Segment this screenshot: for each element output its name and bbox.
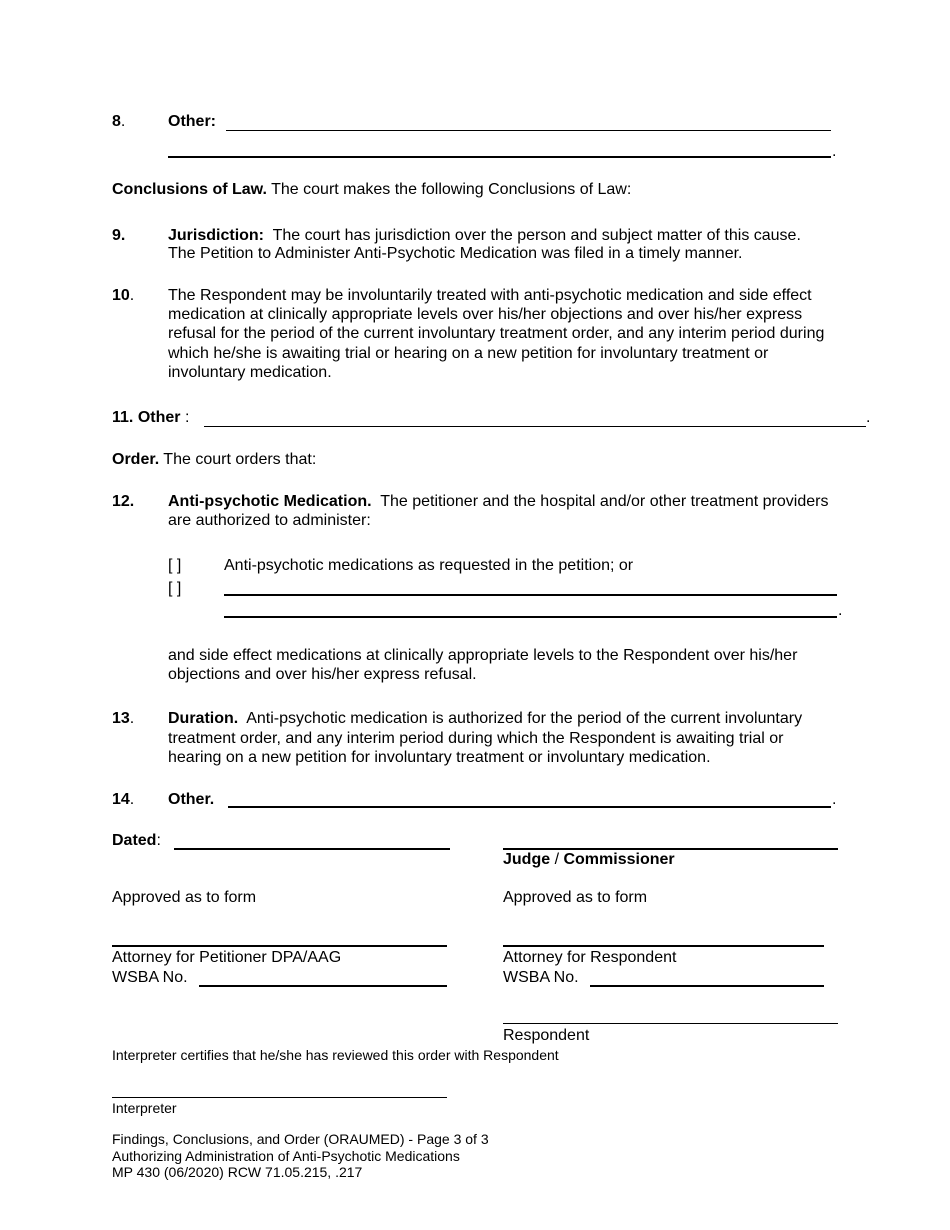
item-14-blank-line[interactable] bbox=[228, 806, 831, 808]
item-11-label: Other bbox=[137, 409, 181, 426]
item-10-line-3: refusal for the period of the current involuntary treatment order, and any interim period during bbox=[168, 325, 825, 342]
conclusions-heading: Conclusions of Law. bbox=[112, 181, 267, 198]
item-8-blank-line-1[interactable] bbox=[226, 130, 831, 131]
order-text: The court orders that: bbox=[163, 451, 317, 468]
attorney-respondent-label: Attorney for Respondent bbox=[503, 949, 677, 966]
order-heading-row bbox=[112, 450, 316, 470]
respondent-signature-line[interactable] bbox=[503, 1023, 838, 1024]
wsba-right-label: WSBA No. bbox=[503, 969, 579, 986]
option-2-blank-line-2[interactable] bbox=[224, 616, 837, 618]
item-14-label: Other. bbox=[168, 791, 215, 808]
judge-commissioner-label bbox=[503, 850, 675, 870]
attorney-petitioner-label: Attorney for Petitioner DPA/AAG bbox=[112, 949, 342, 966]
item-13-text-1: Anti-psychotic medication is authorized for the period of the current involuntary bbox=[246, 710, 803, 727]
item-13-line-2: treatment order, and any interim period during which the Respondent is awaiting trial or bbox=[168, 730, 784, 747]
item-8-label: Other: bbox=[168, 113, 216, 130]
respondent-label: Respondent bbox=[503, 1027, 590, 1044]
item-13-line-3: hearing on a new petition for involuntary treatment or involuntary medication. bbox=[168, 749, 711, 766]
interpreter-label: Interpreter bbox=[112, 1100, 177, 1116]
commissioner-label: Commissioner bbox=[563, 851, 675, 868]
wsba-left-blank-line[interactable] bbox=[199, 985, 447, 987]
item-10-number: 10. bbox=[112, 287, 135, 304]
item-9-text-1: The court has jurisdiction over the person and subject matter of this cause. bbox=[272, 227, 801, 244]
interpreter-certification: Interpreter certifies that he/she has reviewed this order with Respondent bbox=[112, 1047, 559, 1063]
item-8-number: 8. bbox=[112, 113, 126, 130]
period: . bbox=[838, 602, 843, 619]
item-9-line-1 bbox=[168, 226, 801, 246]
item-13-label: Duration. bbox=[168, 710, 239, 727]
item-12-label: Anti-psychotic Medication. bbox=[168, 493, 372, 510]
dated-label: Dated: bbox=[112, 832, 161, 849]
conclusions-text: The court makes the following Conclusions of Law: bbox=[271, 181, 632, 198]
judge-separator: / bbox=[550, 851, 564, 868]
order-heading: Order. bbox=[112, 451, 160, 468]
option-1-text: Anti-psychotic medications as requested in the petition; or bbox=[224, 557, 634, 574]
period: . bbox=[866, 409, 871, 426]
item-10-line-2: medication at clinically appropriate levels over his/her objections and over his/her express bbox=[168, 306, 803, 323]
conclusions-heading-row bbox=[112, 180, 631, 200]
respondent-attorney-signature-line[interactable] bbox=[503, 945, 824, 947]
period: . bbox=[832, 143, 837, 160]
approved-left: Approved as to form bbox=[112, 889, 257, 906]
item-9-line-2: The Petition to Administer Anti-Psychotic Medication was filed in a timely manner. bbox=[168, 245, 743, 262]
wsba-right-blank-line[interactable] bbox=[590, 985, 824, 987]
petitioner-attorney-signature-line[interactable] bbox=[112, 945, 447, 947]
item-13-number: 13. bbox=[112, 710, 135, 727]
footer-line-1: Findings, Conclusions, and Order (ORAUMED) - Page 3 of 3 bbox=[112, 1131, 489, 1147]
item-9-label: Jurisdiction: bbox=[168, 227, 265, 244]
approved-right: Approved as to form bbox=[503, 889, 648, 906]
item-12-text-1: The petitioner and the hospital and/or other treatment providers bbox=[380, 493, 829, 510]
judge-label: Judge bbox=[503, 851, 551, 868]
item-10-line-1: The Respondent may be involuntarily treated with anti-psychotic medication and side effect bbox=[168, 287, 812, 304]
item-14-number: 14. bbox=[112, 791, 135, 808]
item-12-number: 12. bbox=[112, 493, 135, 510]
item-13-line-1 bbox=[168, 709, 802, 729]
period: . bbox=[832, 791, 837, 808]
item-11-row bbox=[112, 408, 189, 428]
option-1-checkbox[interactable]: [ ] bbox=[168, 557, 182, 574]
option-2-blank-line-1[interactable] bbox=[224, 594, 837, 596]
option-2-checkbox[interactable]: [ ] bbox=[168, 580, 182, 597]
item-9-number: 9. bbox=[112, 227, 126, 244]
item-12-after-line-1: and side effect medications at clinically appropriate levels to the Respondent over his/her bbox=[168, 647, 798, 664]
footer-line-2: Authorizing Administration of Anti-Psychotic Medications bbox=[112, 1148, 460, 1164]
item-12-after-line-2: objections and over his/her express refusal. bbox=[168, 666, 477, 683]
interpreter-signature-line[interactable] bbox=[112, 1097, 447, 1098]
wsba-left-label: WSBA No. bbox=[112, 969, 188, 986]
item-12-line-2: are authorized to administer: bbox=[168, 512, 371, 529]
item-10-line-5: involuntary medication. bbox=[168, 364, 332, 381]
item-8-blank-line-2[interactable] bbox=[168, 156, 831, 158]
dated-blank-line[interactable] bbox=[174, 848, 450, 850]
item-12-line-1 bbox=[168, 492, 828, 512]
footer-line-3: MP 430 (06/2020) RCW 71.05.215, .217 bbox=[112, 1164, 363, 1180]
item-10-line-4: which he/she is awaiting trial or hearing on a new petition for involuntary treatment or bbox=[168, 345, 769, 362]
item-11-blank-line[interactable] bbox=[204, 426, 866, 427]
item-11-number: 11. bbox=[112, 409, 134, 426]
item-11-colon: : bbox=[184, 409, 190, 426]
